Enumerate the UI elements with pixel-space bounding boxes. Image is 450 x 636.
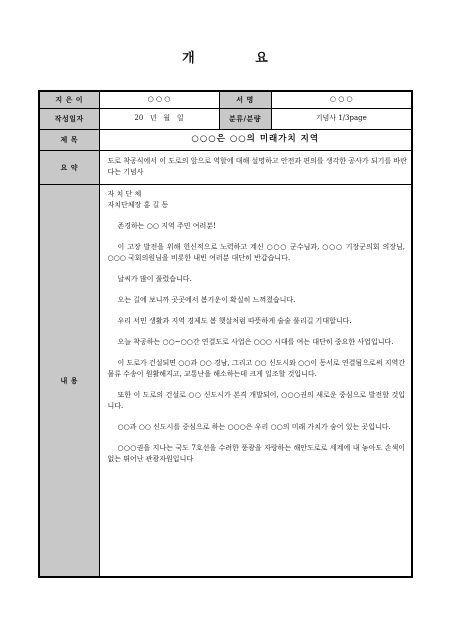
content-paragraph: 날씨가 많이 풀렸습니다. (117, 274, 192, 283)
content-line-org: 자 치 단 체 (107, 189, 142, 198)
date-row (39, 108, 412, 129)
content-paragraph: 존경하는 ○○ 지역 주민 여러분! (117, 221, 216, 230)
category-value: 기념사 1/3page (271, 108, 412, 129)
author-value: ○ ○ ○ (99, 91, 219, 108)
summary-value: 도로 착공식에서 이 도로의 앞으로 역할에 대해 설명하고 안전과 편의를 생각한 공사가 되기를 바란다는 기념사 (99, 150, 412, 184)
content-line-speaker: 자치단체장 홍 길 동 (107, 200, 169, 209)
content-paragraph: 이 고장 발전을 위해 헌신적으로 노력하고 계신 ○○○ 군수님과, ○○○ 기장군의회 의장님, ○○○ 국회의원님을 비롯한 내빈 여러분 대단히 반갑습니다. (107, 242, 405, 262)
author-row (39, 91, 412, 108)
signature-value: ○ ○ ○ (271, 91, 412, 108)
summary-label: 요 약 (39, 150, 99, 184)
content-paragraph: 이 도로가 건설되면 ○○과 ○○ 경남, 그리고 ○○ 신도시와 ○○이 동서로 연결됨으로써 지역간 물류 수송이 원활해지고, 교통난을 해소하는데 크게 일조할 것입니다. (107, 358, 405, 378)
signature-label: 서 명 (219, 91, 271, 108)
title-label: 제 목 (39, 129, 99, 150)
document-title: 개 요 (182, 51, 296, 66)
summary-form-table (38, 90, 413, 578)
content-row (39, 184, 412, 577)
content-paragraph: 또한 이 도로의 건설로 ○○ 신도시가 본격 개발되어, ○○○권의 새로운 중심으로 발전할 것입니다. (107, 390, 405, 410)
content-label: 내 용 (39, 184, 99, 577)
title-row (39, 129, 412, 150)
content-paragraph: ○○과 ○○ 신도시를 중심으로 하는 ○○○은 우리 ○○의 미래 가치가 숨어 있는 곳입니다. (117, 422, 391, 431)
date-value: 20 년 월 일 (99, 108, 219, 129)
content-paragraph: 오는 길에 보니까 곳곳에서 봄기운이 확실히 느껴졌습니다. (117, 295, 296, 304)
author-label: 지 은 이 (39, 91, 99, 108)
content-paragraph: 우리 서민 생활과 지역 경제도 봄 햇살처럼 따뜻하게 술술 풀리길 기대합니다. (117, 316, 352, 325)
content-paragraph: 오늘 착공하는 ○○~○○간 연결도로 사업은 ○○○ 시대를 여는 대단히 중요한 사업입니다. (117, 337, 394, 346)
content-paragraph: ○○○권을 지나는 국도 7호선을 수려한 풍광을 자랑하는 해안도로로 세계에 내 놓아도 손색이 없는 뛰어난 관광자원입니다 (107, 443, 405, 463)
date-label: 작성일자 (39, 108, 99, 129)
content-body (99, 184, 412, 577)
title-value: ○○○은 ○○의 미래가치 지역 (99, 129, 412, 150)
category-label: 분류/분량 (219, 108, 271, 129)
summary-row (39, 150, 412, 184)
